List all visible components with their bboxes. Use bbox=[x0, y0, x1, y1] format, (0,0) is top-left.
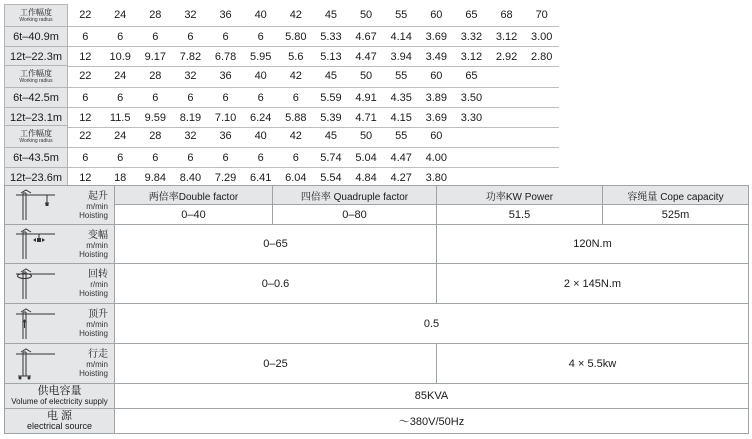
radius-cell: 40 bbox=[243, 66, 278, 88]
radius-label: 工作幅度 Working radius bbox=[5, 5, 68, 27]
tower-crane-trolley-icon bbox=[13, 228, 57, 260]
radius-cell: 50 bbox=[349, 5, 384, 27]
radius-cell: 68 bbox=[489, 5, 524, 27]
load-cell: 5.95 bbox=[243, 47, 278, 67]
load-cell: 6 bbox=[243, 27, 278, 47]
radius-cell: 42 bbox=[278, 5, 313, 27]
load-cell: 3.30 bbox=[454, 108, 489, 128]
load-cell: 6 bbox=[138, 27, 173, 47]
load-cell: 5.6 bbox=[278, 47, 313, 67]
radius-cell: 45 bbox=[313, 126, 348, 148]
load-cell: 3.49 bbox=[419, 47, 454, 67]
load-cell: 5.04 bbox=[349, 148, 384, 168]
slewing-power: 2 × 145N.m bbox=[437, 264, 749, 304]
load-cell: 4.47 bbox=[384, 148, 419, 168]
radius-cell: 45 bbox=[313, 5, 348, 27]
load-cell: 3.50 bbox=[454, 88, 489, 108]
load-cell: 3.32 bbox=[454, 27, 489, 47]
load-cell: 4.71 bbox=[349, 108, 384, 128]
load-cell: 7.29 bbox=[208, 168, 243, 188]
load-row-label: 12t–23.6m bbox=[5, 168, 68, 188]
load-row-label: 6t–40.9m bbox=[5, 27, 68, 47]
load-cell: 5.13 bbox=[313, 47, 348, 67]
load-cell: 6 bbox=[68, 88, 103, 108]
load-cell: 5.54 bbox=[313, 168, 348, 188]
load-cell: 11.5 bbox=[103, 108, 138, 128]
radius-cell: 55 bbox=[384, 126, 419, 148]
radius-cell bbox=[489, 66, 524, 88]
load-cell: 6 bbox=[138, 88, 173, 108]
load-cell: 12 bbox=[68, 108, 103, 128]
load-cell: 9.84 bbox=[138, 168, 173, 188]
tower-crane-hoist-icon bbox=[13, 189, 57, 221]
radius-row bbox=[5, 5, 560, 27]
load-cell: 6 bbox=[243, 148, 278, 168]
radius-cell bbox=[489, 126, 524, 148]
tower-crane-travel-icon bbox=[13, 348, 57, 380]
load-row-label: 6t–43.5m bbox=[5, 148, 68, 168]
load-cell: 5.33 bbox=[313, 27, 348, 47]
load-cell: 18 bbox=[103, 168, 138, 188]
load-cell bbox=[524, 88, 559, 108]
load-cell: 4.47 bbox=[349, 47, 384, 67]
quadruple-factor-value: 0–80 bbox=[273, 205, 437, 225]
load-cell: 5.88 bbox=[278, 108, 313, 128]
radius-cell: 65 bbox=[454, 66, 489, 88]
slewing-label-cell: 回转 r/min Hoisting bbox=[5, 264, 115, 304]
slewing-row bbox=[5, 264, 749, 304]
load-cell: 2.80 bbox=[524, 47, 559, 67]
load-cell: 3.89 bbox=[419, 88, 454, 108]
load-cell: 6 bbox=[103, 88, 138, 108]
radius-cell: 50 bbox=[349, 66, 384, 88]
radius-label: 工作幅度 Working radius bbox=[5, 126, 68, 148]
load-row-label: 6t–42.5m bbox=[5, 88, 68, 108]
radius-cell: 22 bbox=[68, 5, 103, 27]
load-cell bbox=[489, 88, 524, 108]
radius-cell: 24 bbox=[103, 5, 138, 27]
load-cell: 12 bbox=[68, 47, 103, 67]
spec-table bbox=[4, 185, 749, 434]
load-cell: 7.10 bbox=[208, 108, 243, 128]
radius-cell: 36 bbox=[208, 66, 243, 88]
hoist-header-row bbox=[5, 186, 749, 205]
load-cell bbox=[489, 148, 524, 168]
load-cell bbox=[454, 148, 489, 168]
load-row-label: 12t–22.3m bbox=[5, 47, 68, 67]
load-cell: 2.92 bbox=[489, 47, 524, 67]
load-row bbox=[5, 88, 560, 108]
supply-value: 85KVA bbox=[115, 384, 749, 409]
load-cell: 3.00 bbox=[524, 27, 559, 47]
trolley-power: 120N.m bbox=[437, 225, 749, 264]
jacking-label-cell: 顶升 m/min Hoisting bbox=[5, 304, 115, 344]
load-cell: 4.91 bbox=[349, 88, 384, 108]
load-cell: 6.24 bbox=[243, 108, 278, 128]
tower-crane-jacking-icon bbox=[13, 308, 57, 340]
radius-cell: 45 bbox=[313, 66, 348, 88]
load-cell: 8.40 bbox=[173, 168, 208, 188]
radius-row bbox=[5, 126, 560, 148]
radius-cell: 24 bbox=[103, 66, 138, 88]
trolley-label-cell: 变幅 m/min Hoisting bbox=[5, 225, 115, 264]
load-cell: 7.82 bbox=[173, 47, 208, 67]
load-row bbox=[5, 148, 560, 168]
load-cell: 8.19 bbox=[173, 108, 208, 128]
load-cell: 10.9 bbox=[103, 47, 138, 67]
load-cell: 4.67 bbox=[349, 27, 384, 47]
load-cell: 6 bbox=[278, 88, 313, 108]
radius-cell: 32 bbox=[173, 66, 208, 88]
power-header: 功率KW Power bbox=[437, 186, 603, 205]
travel-row bbox=[5, 344, 749, 384]
load-table-1 bbox=[4, 4, 559, 67]
radius-row bbox=[5, 66, 560, 88]
radius-cell: 40 bbox=[243, 126, 278, 148]
load-row bbox=[5, 47, 560, 67]
travel-label-cell: 行走 m/min Hoisting bbox=[5, 344, 115, 384]
load-cell: 6 bbox=[103, 27, 138, 47]
source-row bbox=[5, 409, 749, 434]
double-factor-header: 两倍率Double factor bbox=[115, 186, 273, 205]
load-cell: 6 bbox=[208, 88, 243, 108]
radius-cell: 32 bbox=[173, 5, 208, 27]
load-cell: 6 bbox=[103, 148, 138, 168]
load-cell: 4.00 bbox=[419, 148, 454, 168]
radius-cell: 50 bbox=[349, 126, 384, 148]
load-cell: 3.69 bbox=[419, 27, 454, 47]
radius-cell: 55 bbox=[384, 66, 419, 88]
tower-crane-slewing-icon bbox=[13, 268, 57, 300]
radius-cell: 36 bbox=[208, 126, 243, 148]
radius-cell: 42 bbox=[278, 66, 313, 88]
load-cell: 6 bbox=[208, 27, 243, 47]
double-factor-value: 0–40 bbox=[115, 205, 273, 225]
radius-cell: 60 bbox=[419, 5, 454, 27]
load-cell: 12 bbox=[68, 168, 103, 188]
radius-cell: 28 bbox=[138, 66, 173, 88]
source-label: 电 源 electrical source bbox=[5, 409, 115, 434]
load-cell: 6 bbox=[173, 148, 208, 168]
load-cell: 4.14 bbox=[384, 27, 419, 47]
hoist-power-value: 51.5 bbox=[437, 205, 603, 225]
radius-cell: 22 bbox=[68, 126, 103, 148]
jacking-speed: 0.5 bbox=[115, 304, 749, 344]
radius-cell: 65 bbox=[454, 5, 489, 27]
load-cell: 6 bbox=[68, 148, 103, 168]
load-cell: 9.17 bbox=[138, 47, 173, 67]
load-cell: 9.59 bbox=[138, 108, 173, 128]
load-row-label: 12t–23.1m bbox=[5, 108, 68, 128]
radius-cell bbox=[524, 66, 559, 88]
load-table-3 bbox=[4, 125, 559, 188]
load-cell: 6 bbox=[278, 148, 313, 168]
load-row bbox=[5, 27, 560, 47]
cope-capacity-value: 525m bbox=[603, 205, 749, 225]
load-cell: 5.80 bbox=[278, 27, 313, 47]
supply-row bbox=[5, 384, 749, 409]
load-cell: 3.94 bbox=[384, 47, 419, 67]
hoist-label-cell: 起升 m/min Hoisting bbox=[5, 186, 115, 225]
radius-cell bbox=[454, 126, 489, 148]
radius-cell: 32 bbox=[173, 126, 208, 148]
load-cell: 3.12 bbox=[454, 47, 489, 67]
load-cell: 6.41 bbox=[243, 168, 278, 188]
radius-cell: 60 bbox=[419, 66, 454, 88]
radius-label: 工作幅度 Working radius bbox=[5, 66, 68, 88]
load-cell: 5.59 bbox=[313, 88, 348, 108]
load-cell: 6 bbox=[68, 27, 103, 47]
slewing-speed: 0–0.6 bbox=[115, 264, 437, 304]
load-cell: 6.04 bbox=[278, 168, 313, 188]
load-cell: 6 bbox=[208, 148, 243, 168]
radius-cell: 42 bbox=[278, 126, 313, 148]
load-cell: 3.12 bbox=[489, 27, 524, 47]
radius-cell: 28 bbox=[138, 5, 173, 27]
load-cell: 6 bbox=[138, 148, 173, 168]
load-cell: 3.69 bbox=[419, 108, 454, 128]
source-value: ～380V/50Hz bbox=[115, 409, 749, 434]
load-cell: 4.15 bbox=[384, 108, 419, 128]
radius-cell: 55 bbox=[384, 5, 419, 27]
load-cell: 4.35 bbox=[384, 88, 419, 108]
load-cell: 6 bbox=[173, 88, 208, 108]
quadruple-factor-header: 四倍率 Quadruple factor bbox=[273, 186, 437, 205]
load-cell: 6.78 bbox=[208, 47, 243, 67]
trolley-speed: 0–65 bbox=[115, 225, 437, 264]
load-cell: 4.84 bbox=[349, 168, 384, 188]
travel-power: 4 × 5.5kw bbox=[437, 344, 749, 384]
radius-cell: 28 bbox=[138, 126, 173, 148]
travel-speed: 0–25 bbox=[115, 344, 437, 384]
radius-cell: 40 bbox=[243, 5, 278, 27]
load-cell: 4.27 bbox=[384, 168, 419, 188]
load-cell: 6 bbox=[173, 27, 208, 47]
load-cell: 5.74 bbox=[313, 148, 348, 168]
load-cell: 3.80 bbox=[419, 168, 454, 188]
jacking-row bbox=[5, 304, 749, 344]
load-cell: 6 bbox=[243, 88, 278, 108]
load-cell bbox=[524, 148, 559, 168]
radius-cell: 60 bbox=[419, 126, 454, 148]
radius-cell: 24 bbox=[103, 126, 138, 148]
radius-cell: 70 bbox=[524, 5, 559, 27]
supply-label: 供电容量 Volume of electricity supply bbox=[5, 384, 115, 409]
cope-capacity-header: 容绳量 Cope capacity bbox=[603, 186, 749, 205]
radius-cell: 36 bbox=[208, 5, 243, 27]
load-table-2 bbox=[4, 65, 559, 128]
radius-cell: 22 bbox=[68, 66, 103, 88]
radius-cell bbox=[524, 126, 559, 148]
hoist-value-row bbox=[5, 205, 749, 225]
trolley-row bbox=[5, 225, 749, 264]
load-cell: 5.39 bbox=[313, 108, 348, 128]
